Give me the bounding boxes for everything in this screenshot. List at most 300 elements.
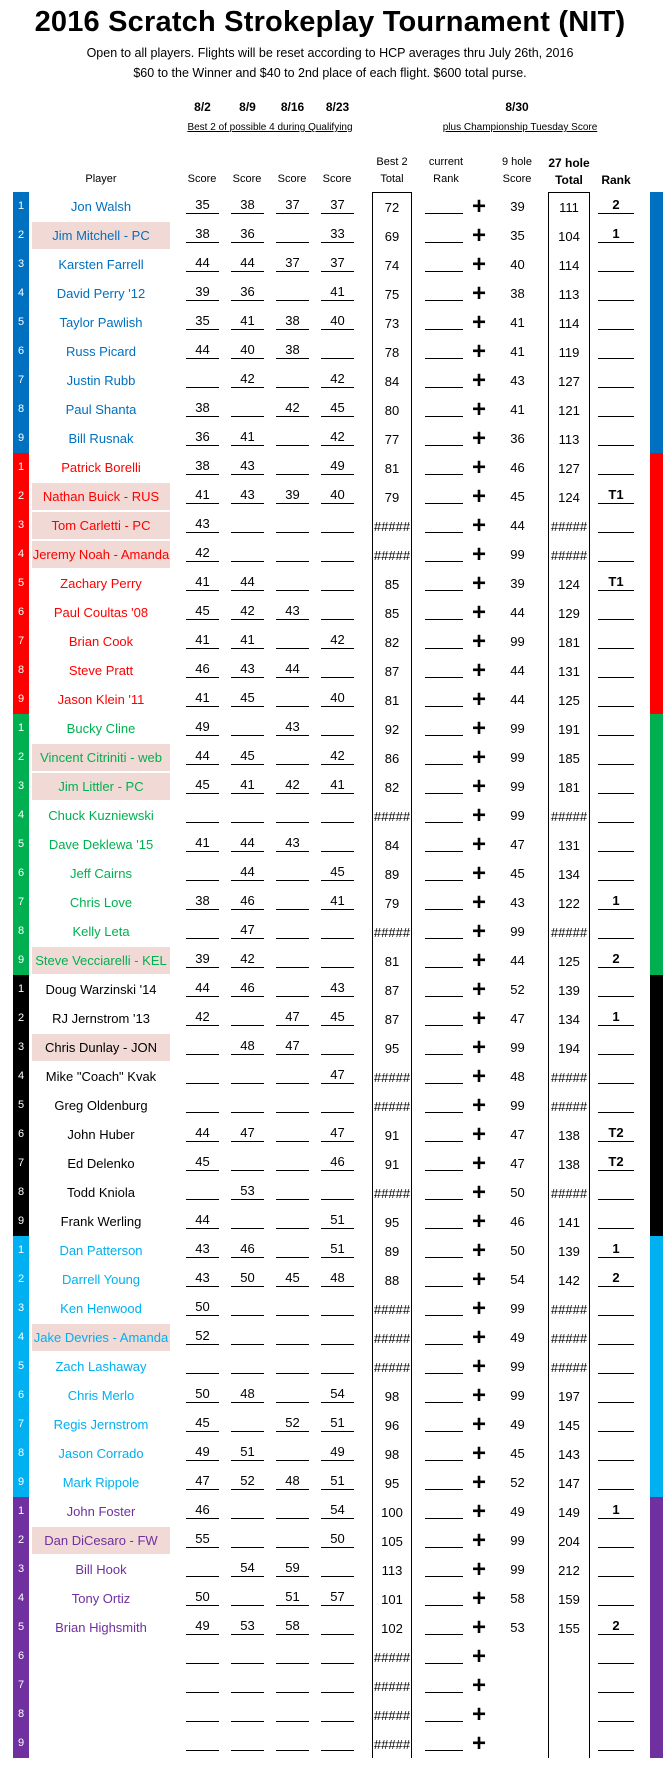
- table-row: [0, 1410, 672, 1439]
- flight-color-bar: [650, 946, 663, 975]
- score-cell: 40: [321, 482, 354, 504]
- player-name: Brian Cook: [68, 634, 134, 649]
- score-cell: 44: [186, 1207, 219, 1229]
- table-row: [0, 772, 672, 801]
- flight-color-bar: [650, 1700, 663, 1729]
- table-row: [0, 1439, 672, 1468]
- flight-position-number: 9: [13, 946, 29, 975]
- subtitle-rules: Open to all players. Flights will be reset according to HCP averages thru July 26th, 2016: [86, 46, 574, 60]
- plus-sign: +: [471, 425, 486, 452]
- score-cell: 47: [321, 1120, 354, 1142]
- score-cell: 55: [186, 1526, 219, 1548]
- date-header-2: 8/9: [239, 100, 256, 114]
- nine-hole-score-cell: 44: [510, 663, 525, 678]
- t27-header-line1: 27 hole: [548, 156, 590, 170]
- score-cell: [231, 1062, 264, 1084]
- score-cell: [276, 946, 309, 968]
- score-cell: [231, 1149, 264, 1171]
- best2-total-cell: 79: [372, 888, 412, 917]
- nine-hole-score-cell: 54: [510, 1272, 525, 1287]
- nine-hole-score-cell: 39: [510, 199, 525, 214]
- player-name: Tony Ortiz: [71, 1591, 131, 1606]
- score-cell: 42: [186, 1004, 219, 1026]
- rank-cell: [598, 1700, 634, 1722]
- total-27-hole-cell: 204: [548, 1526, 590, 1555]
- score-cell: 43: [231, 482, 264, 504]
- score-cell: [321, 656, 354, 678]
- flight-color-bar: [650, 540, 663, 569]
- best2-total-cell: #####: [372, 1062, 412, 1091]
- player-name: Jim Mitchell - PC: [32, 222, 170, 249]
- score-cell: 48: [276, 1468, 309, 1490]
- championship-note: plus Championship Tuesday Score: [442, 122, 598, 133]
- rank-cell: T2: [598, 1120, 634, 1142]
- score-cell: 47: [276, 1033, 309, 1055]
- score-cell: 41: [186, 482, 219, 504]
- score-cell: [231, 1526, 264, 1548]
- flight-color-bar: [650, 1062, 663, 1091]
- best2-total-cell: #####: [372, 540, 412, 569]
- score-cell: 47: [231, 1120, 264, 1142]
- nine-hole-score-cell: 99: [510, 750, 525, 765]
- date-header-4: 8/23: [325, 100, 350, 114]
- current-rank-cell: [425, 627, 463, 649]
- score-cell: [276, 1294, 309, 1316]
- score-cell: 46: [231, 888, 264, 910]
- score-cell: 45: [186, 772, 219, 794]
- score-cell: 41: [321, 772, 354, 794]
- score-cell: 42: [231, 598, 264, 620]
- player-name: Brian Highsmith: [55, 1620, 147, 1635]
- rank-cell: [598, 917, 634, 939]
- table-row: [0, 337, 672, 366]
- best2-header-line2: Total: [380, 173, 404, 185]
- score-cell: 43: [321, 975, 354, 997]
- rank-header: Rank: [601, 173, 631, 187]
- score-cell: [276, 453, 309, 475]
- flight-color-bar: [650, 772, 663, 801]
- score-cell: [186, 1642, 219, 1664]
- rank-cell: [598, 598, 634, 620]
- flight-color-bar: [650, 1555, 663, 1584]
- total-27-hole-cell: #####: [548, 1062, 590, 1091]
- flight-color-bar: [650, 1352, 663, 1381]
- score-cell: [321, 801, 354, 823]
- plus-sign: +: [471, 1556, 486, 1583]
- table-row: [0, 482, 672, 511]
- score-cell: 36: [186, 424, 219, 446]
- best2-total-cell: 101: [372, 1584, 412, 1613]
- flight-position-number: 7: [13, 627, 29, 656]
- score-cell: 51: [276, 1584, 309, 1606]
- current-rank-cell: [425, 714, 463, 736]
- nine-hole-score-cell: 45: [510, 489, 525, 504]
- score-cell: [231, 1323, 264, 1345]
- player-name: [32, 1701, 170, 1728]
- flight-position-number: 6: [13, 598, 29, 627]
- total-27-hole-cell: 197: [548, 1381, 590, 1410]
- flight-position-number: 3: [13, 1294, 29, 1323]
- current-rank-cell: [425, 1468, 463, 1490]
- nine-hole-score-cell: 44: [510, 692, 525, 707]
- rank-cell: [598, 308, 634, 330]
- rank-cell: [598, 1381, 634, 1403]
- score-cell: [231, 1729, 264, 1751]
- nine-hole-score-cell: 41: [510, 315, 525, 330]
- score-cell: [231, 714, 264, 736]
- total-27-hole-cell: 194: [548, 1033, 590, 1062]
- nine-hole-score-cell: 47: [510, 837, 525, 852]
- total-27-hole-cell: [548, 1700, 590, 1729]
- score-cell: 47: [321, 1062, 354, 1084]
- current-rank-cell: [425, 1584, 463, 1606]
- flight-color-bar: [650, 1381, 663, 1410]
- best2-total-cell: 89: [372, 859, 412, 888]
- total-27-hole-cell: 181: [548, 772, 590, 801]
- total-27-hole-cell: #####: [548, 1323, 590, 1352]
- player-header: Player: [85, 173, 117, 185]
- score-cell: 53: [231, 1613, 264, 1635]
- flight-color-bar: [650, 888, 663, 917]
- score-cell: [276, 569, 309, 591]
- flight-color-bar: [650, 685, 663, 714]
- table-row: [0, 1062, 672, 1091]
- rank-cell: [598, 743, 634, 765]
- score-cell: 44: [186, 743, 219, 765]
- current-rank-cell: [425, 1323, 463, 1345]
- table-row: [0, 395, 672, 424]
- rank-cell: [598, 511, 634, 533]
- best2-total-cell: 105: [372, 1526, 412, 1555]
- score-cell: 45: [321, 395, 354, 417]
- score-cell: 40: [321, 308, 354, 330]
- total-27-hole-cell: 155: [548, 1613, 590, 1642]
- player-name: John Huber: [67, 1127, 135, 1142]
- score-cell: [276, 366, 309, 388]
- player-name: Ed Delenko: [67, 1156, 135, 1171]
- table-row: [0, 569, 672, 598]
- score-cell: [186, 859, 219, 881]
- current-rank-cell: [425, 1236, 463, 1258]
- flight-position-number: 5: [13, 1613, 29, 1642]
- nine-hole-score-cell: 47: [510, 1011, 525, 1026]
- score-cell: [276, 279, 309, 301]
- score-cell: [321, 917, 354, 939]
- score-cell: 44: [231, 250, 264, 272]
- plus-sign: +: [471, 483, 486, 510]
- rank-cell: [598, 656, 634, 678]
- flight-color-bar: [650, 1410, 663, 1439]
- score-cell: 48: [231, 1033, 264, 1055]
- table-row: [0, 308, 672, 337]
- table-row: [0, 366, 672, 395]
- nine-hole-score-cell: 47: [510, 1156, 525, 1171]
- player-name: Jason Corrado: [58, 1446, 144, 1461]
- score-cell: 33: [321, 221, 354, 243]
- table-row: [0, 685, 672, 714]
- table-row: [0, 598, 672, 627]
- flight-color-bar: [650, 511, 663, 540]
- plus-sign: +: [471, 1063, 486, 1090]
- nine-hole-score-cell: 52: [510, 982, 525, 997]
- best2-total-cell: 84: [372, 366, 412, 395]
- flight-color-bar: [650, 1004, 663, 1033]
- flight-position-number: 6: [13, 859, 29, 888]
- current-rank-cell: [425, 1352, 463, 1374]
- score-cell: [186, 1700, 219, 1722]
- nine-hole-score-cell: 44: [510, 605, 525, 620]
- flight-color-bar: [650, 917, 663, 946]
- best2-total-cell: 85: [372, 598, 412, 627]
- total-27-hole-cell: #####: [548, 1091, 590, 1120]
- score-cell: 42: [186, 540, 219, 562]
- player-name: Zach Lashaway: [55, 1359, 147, 1374]
- score-cell: 43: [276, 830, 309, 852]
- score-cell: [321, 1642, 354, 1664]
- nine-hole-score-cell: 35: [510, 228, 525, 243]
- table-row: [0, 1526, 672, 1555]
- best2-total-cell: 96: [372, 1410, 412, 1439]
- score-cell: 54: [321, 1497, 354, 1519]
- plus-sign: +: [471, 222, 486, 249]
- plus-sign: +: [471, 1121, 486, 1148]
- score-cell: [276, 801, 309, 823]
- best2-total-cell: 72: [372, 192, 412, 221]
- nine-hole-score-cell: 49: [510, 1504, 525, 1519]
- flight-position-number: 5: [13, 830, 29, 859]
- total-27-hole-cell: 127: [548, 366, 590, 395]
- flight-position-number: 3: [13, 1033, 29, 1062]
- current-rank-cell: [425, 1120, 463, 1142]
- rank-cell: [598, 366, 634, 388]
- best2-total-cell: 87: [372, 975, 412, 1004]
- total-27-hole-cell: 185: [548, 743, 590, 772]
- best2-total-cell: #####: [372, 1671, 412, 1700]
- rank-cell: [598, 830, 634, 852]
- plus-sign: +: [471, 1730, 486, 1757]
- current-rank-cell: [425, 946, 463, 968]
- score-cell: 46: [321, 1149, 354, 1171]
- flight-position-number: 2: [13, 1265, 29, 1294]
- best2-total-cell: #####: [372, 1700, 412, 1729]
- nine-hole-score-cell: 43: [510, 895, 525, 910]
- plus-sign: +: [471, 918, 486, 945]
- current-rank-cell: [425, 1149, 463, 1171]
- total-27-hole-cell: 143: [548, 1439, 590, 1468]
- score-cell: 51: [231, 1439, 264, 1461]
- current-rank-cell: [425, 1526, 463, 1548]
- player-name: Karsten Farrell: [58, 257, 144, 272]
- score-cell: [321, 830, 354, 852]
- total-27-hole-cell: 134: [548, 1004, 590, 1033]
- total-27-hole-cell: #####: [548, 1178, 590, 1207]
- flight-color-bar: [650, 656, 663, 685]
- flight-color-bar: [650, 714, 663, 743]
- score-cell: [231, 1091, 264, 1113]
- flight-color-bar: [650, 859, 663, 888]
- plus-sign: +: [471, 1440, 486, 1467]
- player-name: Chuck Kuzniewski: [48, 808, 154, 823]
- rank-cell: [598, 1091, 634, 1113]
- nine-hole-score-cell: 99: [510, 1562, 525, 1577]
- current-rank-cell: [425, 656, 463, 678]
- player-name: Darrell Young: [61, 1272, 141, 1287]
- flight-color-bar: [650, 279, 663, 308]
- nine-hole-header-line2: Score: [502, 173, 532, 185]
- plus-sign: +: [471, 1208, 486, 1235]
- current-rank-cell: [425, 598, 463, 620]
- best2-total-cell: 81: [372, 946, 412, 975]
- score-cell: 51: [321, 1207, 354, 1229]
- score-cell: [276, 1149, 309, 1171]
- score-cell: [321, 1091, 354, 1113]
- plus-sign: +: [471, 1324, 486, 1351]
- table-row: [0, 1178, 672, 1207]
- total-27-hole-cell: [548, 1642, 590, 1671]
- player-name: Zachary Perry: [60, 576, 142, 591]
- score-cell: [321, 337, 354, 359]
- table-row: [0, 511, 672, 540]
- score-cell: [186, 1352, 219, 1374]
- total-27-hole-cell: #####: [548, 1352, 590, 1381]
- nine-hole-score-cell: 99: [510, 1040, 525, 1055]
- score-cell: [276, 1642, 309, 1664]
- current-rank-cell: [425, 424, 463, 446]
- score-cell: [231, 511, 264, 533]
- score-cell: 44: [231, 569, 264, 591]
- total-27-hole-cell: 104: [548, 221, 590, 250]
- nine-hole-score-cell: 99: [510, 1533, 525, 1548]
- flight-position-number: 7: [13, 1410, 29, 1439]
- score-cell: 54: [231, 1555, 264, 1577]
- flight-color-bar: [650, 1642, 663, 1671]
- nine-hole-score-cell: 49: [510, 1330, 525, 1345]
- total-27-hole-cell: #####: [548, 801, 590, 830]
- total-27-hole-cell: 191: [548, 714, 590, 743]
- current-rank-cell: [425, 888, 463, 910]
- score-cell: 41: [186, 830, 219, 852]
- rank-cell: [598, 975, 634, 997]
- flight-position-number: 1: [13, 975, 29, 1004]
- flight-color-bar: [650, 1613, 663, 1642]
- flight-color-bar: [650, 453, 663, 482]
- score-cell: 38: [276, 337, 309, 359]
- score-cell: 43: [231, 656, 264, 678]
- nine-hole-score-cell: 48: [510, 1069, 525, 1084]
- score-cell: [276, 1062, 309, 1084]
- score-cell: [276, 917, 309, 939]
- score-cell: [321, 569, 354, 591]
- player-name: Dave Deklewa '15: [48, 837, 154, 852]
- rank-cell: 1: [598, 1004, 634, 1026]
- score-cell: [321, 540, 354, 562]
- score-cell: [276, 1671, 309, 1693]
- flight-position-number: 1: [13, 714, 29, 743]
- score-cell: [276, 1439, 309, 1461]
- score-cell: 38: [186, 453, 219, 475]
- rank-cell: [598, 801, 634, 823]
- score-cell: 36: [231, 221, 264, 243]
- total-27-hole-cell: 159: [548, 1584, 590, 1613]
- best2-total-cell: 79: [372, 482, 412, 511]
- score-cell: [276, 975, 309, 997]
- total-27-hole-cell: #####: [548, 540, 590, 569]
- total-27-hole-cell: 125: [548, 685, 590, 714]
- table-row: [0, 1352, 672, 1381]
- score-cell: 42: [321, 366, 354, 388]
- plus-sign: +: [471, 744, 486, 771]
- current-rank-cell: [425, 1004, 463, 1026]
- total-27-hole-cell: #####: [548, 511, 590, 540]
- flight-color-bar: [650, 424, 663, 453]
- score-cell: [321, 511, 354, 533]
- flight-position-number: 3: [13, 511, 29, 540]
- score-cell: [276, 1526, 309, 1548]
- table-row: [0, 1033, 672, 1062]
- current-rank-cell: [425, 1700, 463, 1722]
- score-cell: 45: [231, 685, 264, 707]
- table-row: [0, 1497, 672, 1526]
- score-cell: [276, 1236, 309, 1258]
- plus-sign: +: [471, 889, 486, 916]
- rank-cell: [598, 1178, 634, 1200]
- nine-hole-score-cell: 58: [510, 1591, 525, 1606]
- flight-color-bar: [650, 1207, 663, 1236]
- current-rank-cell: [425, 1091, 463, 1113]
- score-cell: 51: [321, 1468, 354, 1490]
- flight-color-bar: [650, 1729, 663, 1758]
- player-name: Dan Patterson: [59, 1243, 143, 1258]
- player-name: Regis Jernstrom: [53, 1417, 149, 1432]
- score-cell: 45: [321, 859, 354, 881]
- best2-total-cell: 82: [372, 627, 412, 656]
- total-27-hole-cell: 139: [548, 1236, 590, 1265]
- score-cell: [276, 1178, 309, 1200]
- plus-sign: +: [471, 1150, 486, 1177]
- flight-color-bar: [650, 337, 663, 366]
- score-cell: 48: [231, 1381, 264, 1403]
- score-cell: 42: [321, 743, 354, 765]
- plus-sign: +: [471, 541, 486, 568]
- rank-cell: [598, 279, 634, 301]
- flight-position-number: 7: [13, 888, 29, 917]
- player-name: Jon Walsh: [70, 199, 132, 214]
- total-27-hole-cell: 212: [548, 1555, 590, 1584]
- player-name: Paul Coultas '08: [53, 605, 149, 620]
- date-header-1: 8/2: [194, 100, 211, 114]
- best2-total-cell: 91: [372, 1120, 412, 1149]
- best2-total-cell: #####: [372, 801, 412, 830]
- current-rank-cell: [425, 1642, 463, 1664]
- score-cell: 44: [231, 830, 264, 852]
- flight-color-bar: [650, 1265, 663, 1294]
- score-cell: [276, 743, 309, 765]
- score-cell: 42: [231, 946, 264, 968]
- flight-color-bar: [650, 1120, 663, 1149]
- score-cell: 43: [186, 511, 219, 533]
- nine-hole-score-cell: 99: [510, 779, 525, 794]
- score-cell: 42: [321, 424, 354, 446]
- total-27-hole-cell: 131: [548, 656, 590, 685]
- plus-sign: +: [471, 802, 486, 829]
- flight-position-number: 8: [13, 1439, 29, 1468]
- table-row: [0, 1120, 672, 1149]
- nine-hole-score-cell: 99: [510, 808, 525, 823]
- flight-color-bar: [650, 1294, 663, 1323]
- nine-hole-score-cell: 99: [510, 1098, 525, 1113]
- rank-cell: [598, 1671, 634, 1693]
- score-cell: 39: [186, 946, 219, 968]
